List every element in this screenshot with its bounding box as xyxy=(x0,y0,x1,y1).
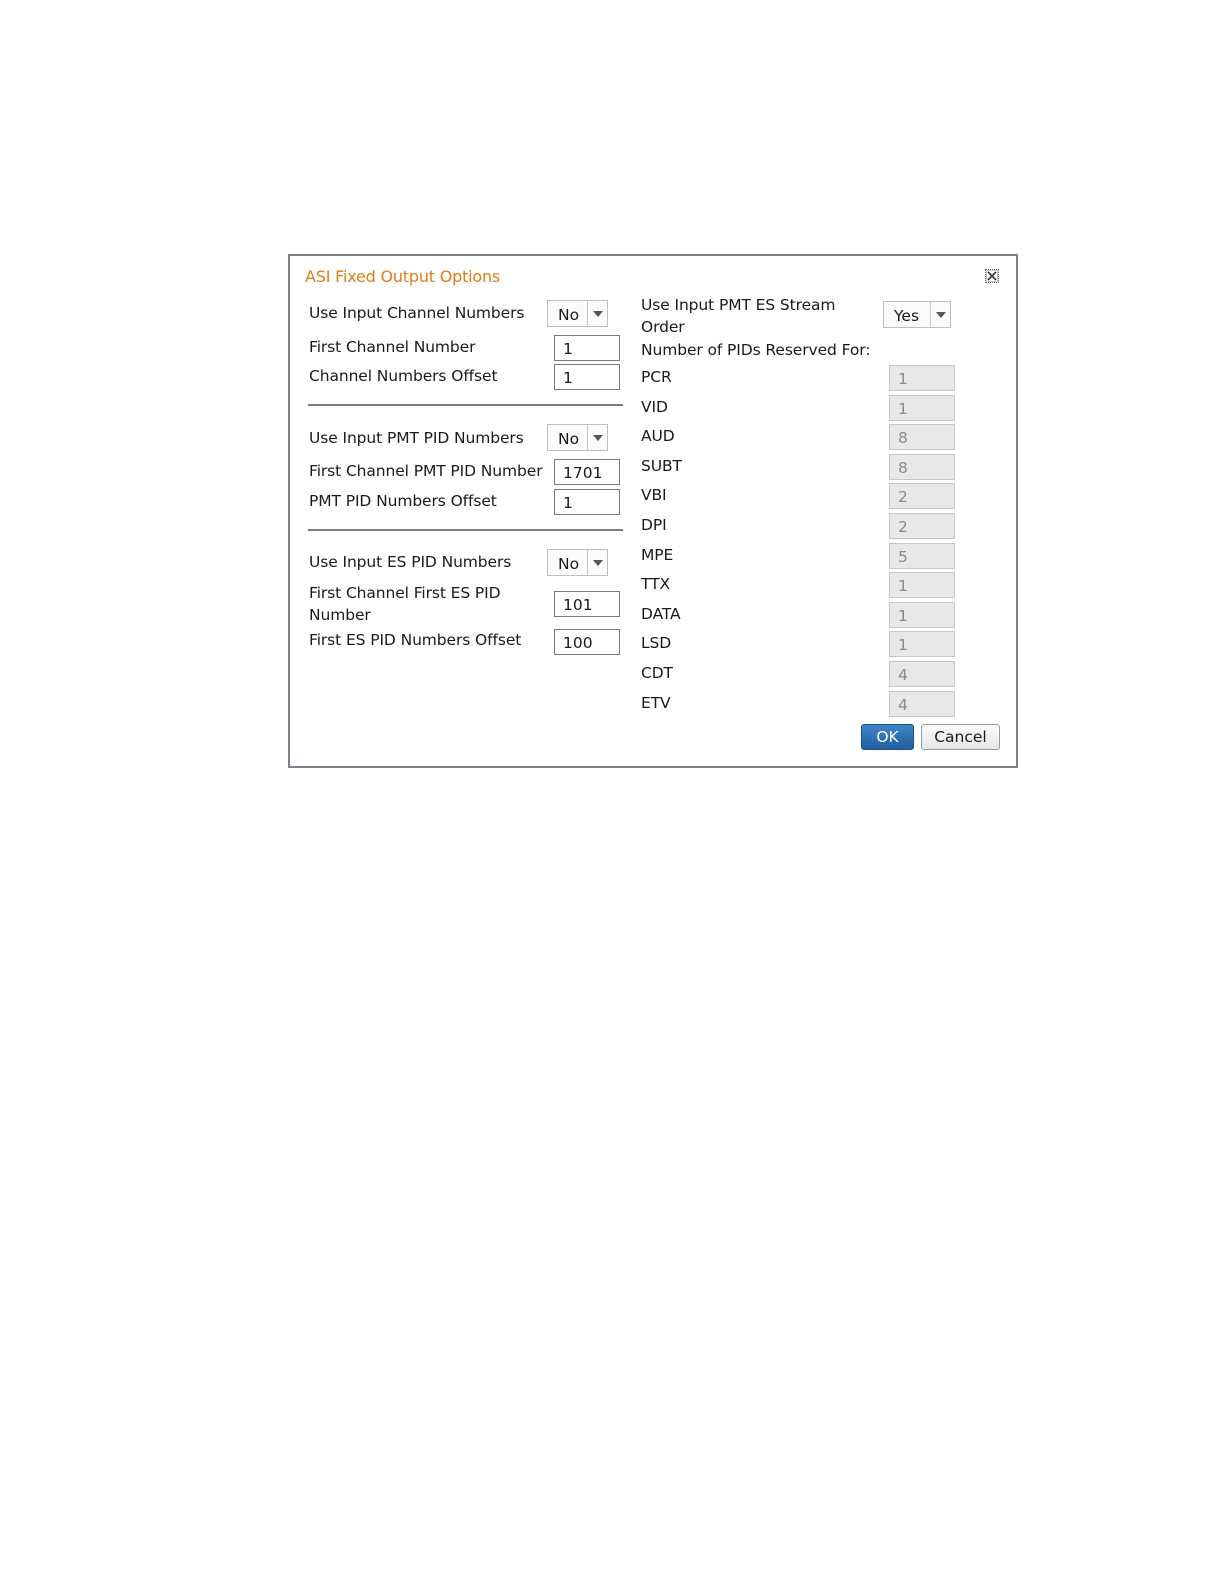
pid-reserved-input-vid xyxy=(889,395,955,421)
pid-reserved-input-etv xyxy=(889,691,955,717)
first-channel-first-es-pid-number-input[interactable] xyxy=(554,591,620,617)
use-input-es-pid-numbers-label: Use Input ES PID Numbers xyxy=(309,553,512,571)
cancel-button[interactable]: Cancel xyxy=(921,724,1000,750)
first-channel-pmt-pid-number-label: First Channel PMT PID Number xyxy=(309,462,543,480)
first-channel-pmt-pid-number-input[interactable] xyxy=(554,459,620,485)
section-divider xyxy=(308,529,623,531)
dialog-title: ASI Fixed Output Options xyxy=(305,267,501,286)
close-icon[interactable] xyxy=(985,269,999,283)
first-es-pid-numbers-offset-input[interactable] xyxy=(554,629,620,655)
pid-reserved-input-ttx xyxy=(889,572,955,598)
first-channel-number-label: First Channel Number xyxy=(309,338,476,356)
pid-reserved-label-data: DATA xyxy=(641,605,681,623)
section-divider xyxy=(308,404,623,406)
use-input-channel-numbers-label: Use Input Channel Numbers xyxy=(309,304,525,322)
use-input-pmt-pid-numbers-select[interactable] xyxy=(547,424,608,451)
pid-reserved-label-lsd: LSD xyxy=(641,634,672,652)
pid-reserved-label-subt: SUBT xyxy=(641,457,682,475)
pid-reserved-input-pcr xyxy=(889,365,955,391)
asi-fixed-output-options-dialog xyxy=(288,254,1018,768)
pid-reserved-input-cdt xyxy=(889,661,955,687)
pid-reserved-input-mpe xyxy=(889,543,955,569)
use-input-es-pid-numbers-select[interactable] xyxy=(547,549,608,576)
pmt-pid-numbers-offset-label: PMT PID Numbers Offset xyxy=(309,492,497,510)
pid-reserved-input-vbi xyxy=(889,483,955,509)
pid-reserved-label-dpi: DPI xyxy=(641,516,667,534)
pid-reserved-label-ttx: TTX xyxy=(641,575,670,593)
pid-reserved-input-data xyxy=(889,602,955,628)
first-es-pid-numbers-offset-label: First ES PID Numbers Offset xyxy=(309,631,522,649)
chevron-down-icon[interactable] xyxy=(930,302,950,327)
pid-reserved-input-aud xyxy=(889,424,955,450)
use-input-channel-numbers-select[interactable] xyxy=(547,300,608,327)
channel-numbers-offset-label: Channel Numbers Offset xyxy=(309,367,498,385)
pid-reserved-label-pcr: PCR xyxy=(641,368,672,386)
use-input-pmt-pid-numbers-label: Use Input PMT PID Numbers xyxy=(309,429,524,447)
use-input-es-pid-numbers-value: No xyxy=(558,555,580,573)
ok-button[interactable]: OK xyxy=(861,724,914,750)
pid-reserved-input-dpi xyxy=(889,513,955,539)
pmt-pid-numbers-offset-input[interactable] xyxy=(554,489,620,515)
use-input-channel-numbers-value: No xyxy=(558,306,580,324)
pid-reserved-input-subt xyxy=(889,454,955,480)
chevron-down-icon[interactable] xyxy=(587,425,607,450)
number-of-pids-reserved-label: Number of PIDs Reserved For: xyxy=(641,341,871,359)
use-input-pmt-es-stream-order-value: Yes xyxy=(894,307,920,325)
use-input-pmt-es-stream-order-select[interactable] xyxy=(883,301,951,328)
use-input-pmt-es-stream-order-label: Use Input PMT ES Stream Order xyxy=(641,296,836,336)
pid-reserved-input-lsd xyxy=(889,631,955,657)
pid-reserved-label-aud: AUD xyxy=(641,427,675,445)
first-channel-first-es-pid-number-label: First Channel First ES PID Number xyxy=(309,584,501,624)
pid-reserved-label-vbi: VBI xyxy=(641,486,667,504)
channel-numbers-offset-input[interactable] xyxy=(554,364,620,390)
chevron-down-icon[interactable] xyxy=(587,301,607,326)
chevron-down-icon[interactable] xyxy=(587,550,607,575)
pid-reserved-label-etv: ETV xyxy=(641,694,671,712)
pid-reserved-label-vid: VID xyxy=(641,398,668,416)
use-input-pmt-pid-numbers-value: No xyxy=(558,430,580,448)
first-channel-number-input[interactable] xyxy=(554,335,620,361)
pid-reserved-label-mpe: MPE xyxy=(641,546,674,564)
pid-reserved-label-cdt: CDT xyxy=(641,664,673,682)
